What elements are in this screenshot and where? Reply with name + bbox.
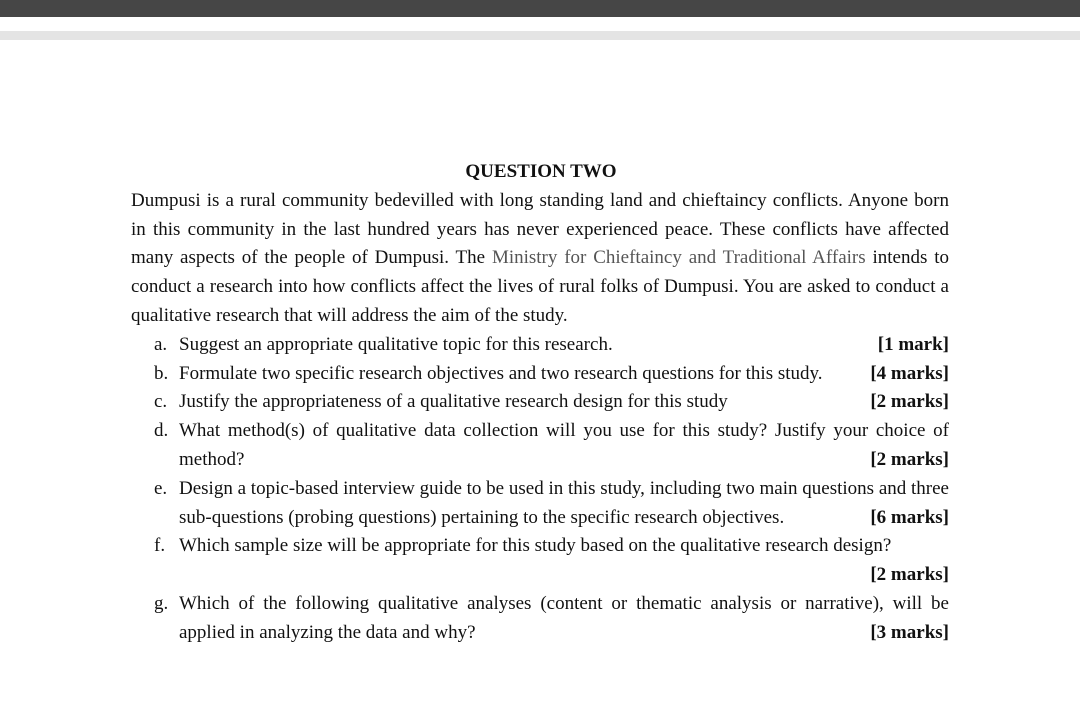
question-item-d <box>131 417 949 475</box>
question-text: Suggest an appropriate qualitative topic for this research. <box>179 333 613 355</box>
document-page <box>131 158 949 648</box>
question-marks: [1 mark] <box>877 333 949 355</box>
question-item-e <box>131 475 949 533</box>
question-marks: [2 marks] <box>870 564 949 586</box>
question-item-c <box>131 388 949 417</box>
question-text: Formulate two specific research objectives and two research questions for this study. <box>179 362 823 384</box>
viewer-page-gap <box>0 31 1080 40</box>
question-marks: [2 marks] <box>870 391 949 413</box>
question-label: a. <box>154 333 168 355</box>
question-marks: [6 marks] <box>870 506 949 528</box>
viewer-top-bar <box>0 0 1080 17</box>
question-title: QUESTION TWO <box>465 161 617 182</box>
question-text: What method(s) of qualitative data collection will you use for this study? Justify your choice of method? <box>179 420 949 470</box>
question-text: Which of the following qualitative analyses (content or thematic analysis or narrative), will be applied in analyzing the data and why? <box>179 592 949 643</box>
intro-paragraph <box>131 187 949 331</box>
question-text: Justify the appropriateness of a qualitative research design for this study <box>179 391 728 413</box>
ministry-name: Ministry for Chieftaincy and Traditional Affairs <box>491 247 866 269</box>
intro-text-start: Dumpusi is a rural community bedevilled with long standing land and chieftaincy conflicts. Anyone born in this community in the last hundred years has never experienced peace. These conflicts have affected many aspects of the people of Dumpusi. The <box>131 189 949 269</box>
question-label: b. <box>154 362 169 384</box>
question-item-f <box>131 532 949 590</box>
question-label: e. <box>154 477 168 499</box>
question-text: Which sample size will be appropriate for this study based on the qualitative research design? <box>179 535 892 557</box>
question-list <box>131 331 949 648</box>
question-marks: [2 marks] <box>870 448 949 470</box>
question-label: c. <box>154 391 168 413</box>
question-text: Design a topic-based interview guide to be used in this study, including two main questions and three sub-questions (probing questions) pertaining to the specific research objectives. <box>179 477 949 528</box>
question-label: f. <box>154 535 166 557</box>
question-marks: [3 marks] <box>870 621 949 643</box>
question-marks: [4 marks] <box>870 362 949 384</box>
question-label: g. <box>154 592 169 614</box>
question-item-g <box>131 590 949 648</box>
question-label: d. <box>154 420 169 442</box>
question-item-a <box>131 331 949 360</box>
question-item-b <box>131 360 949 389</box>
intro-text-end: intends to conduct a research into how conflicts affect the lives of rural folks of Dumpusi. You are asked to conduct a qualitative research that will address the aim of the study. <box>131 247 949 326</box>
